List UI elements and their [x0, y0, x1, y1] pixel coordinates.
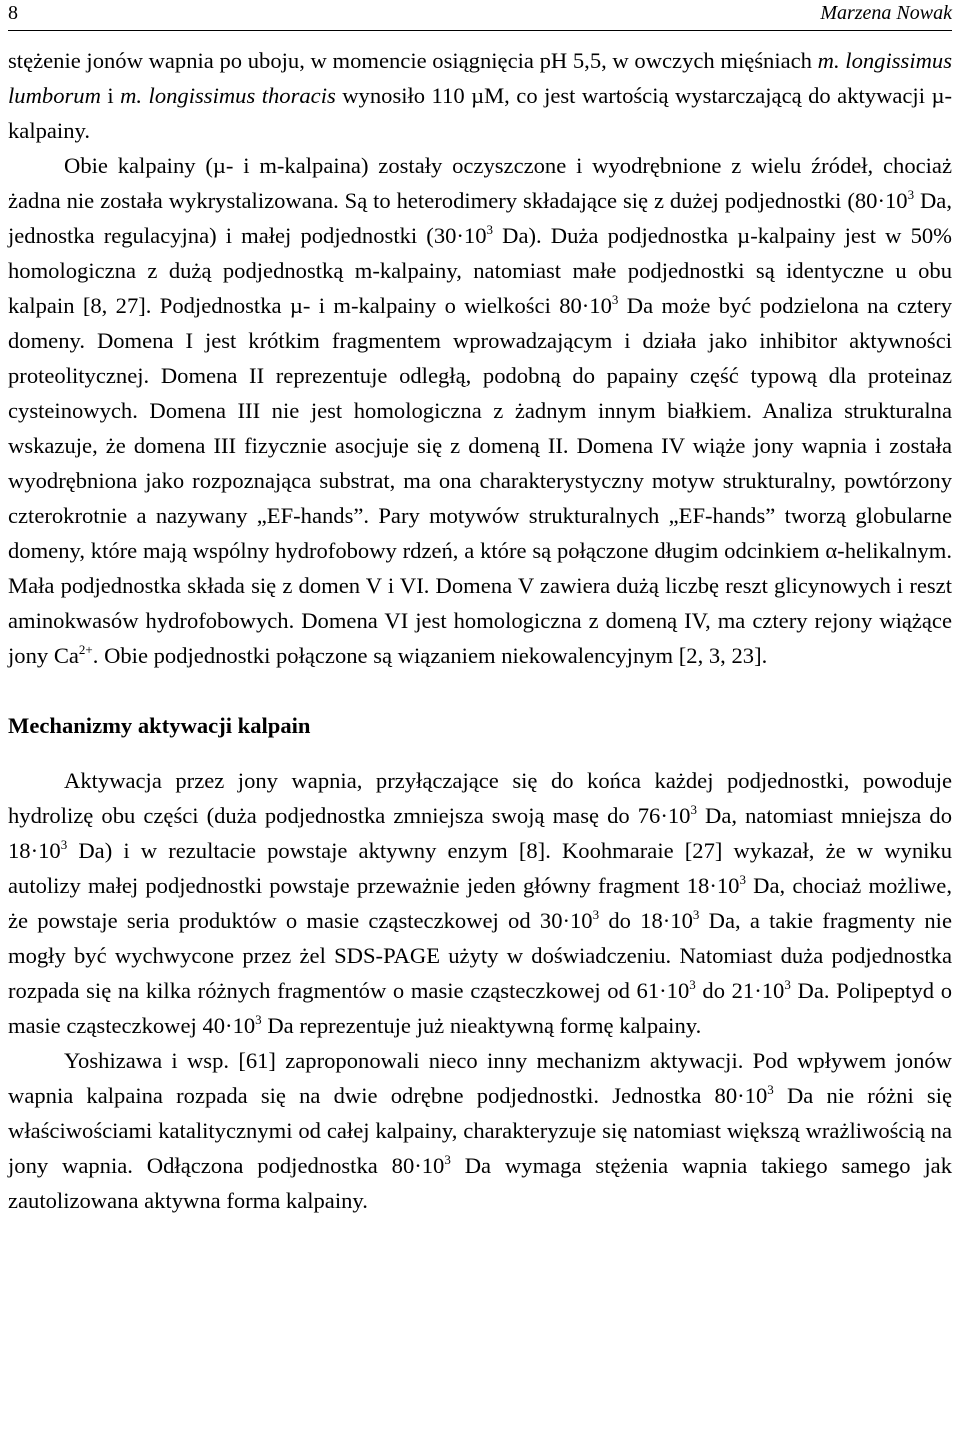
superscript: 3	[692, 907, 700, 922]
superscript: 3	[784, 977, 791, 992]
superscript: 2+	[78, 642, 93, 657]
text-run: do 21·10	[695, 978, 785, 1003]
running-header	[8, 2, 952, 31]
text-run: Da, chociaż możliwe, że powstaje seria produktów o masie cząsteczkowej od 30·10	[8, 873, 952, 933]
text-run: Da nie różni się właściwościami katalitycznymi od całej kalpainy, charakteryzuje się natomiast większą wrażliwością na jony wapnia. Odłączona podjednostka 80·10	[8, 1083, 953, 1178]
running-author: Marzena Nowak	[820, 2, 952, 24]
text-run: . Obie podjednostki połączone są wiązaniem niekowalencyjnym [2, 3, 23].	[92, 643, 768, 668]
text-run: stężenie jonów wapnia po uboju, w momencie osiągnięcia pH 5,5, w owczych mięśniach	[8, 48, 818, 73]
superscript: 3	[767, 1082, 774, 1097]
text-run: Yoshizawa i wsp. [61] zaproponowali nieco inny mechanizm aktywacji. Pod wpływem jonów wapnia kalpaina rozpada się na dwie odrębne podjednostki. Jednostka 80·10	[8, 1048, 952, 1108]
text-run: Da wymaga stężenia wapnia takiego samego jak zautolizowana aktywna forma kalpainy.	[8, 1153, 952, 1213]
text-run: Da reprezentuje już nieaktywną formę kalpainy.	[261, 1013, 702, 1038]
paragraph-4	[8, 1043, 952, 1218]
superscript: 3	[60, 837, 68, 852]
section-heading: Mechanizmy aktywacji kalpain	[8, 713, 311, 738]
text-run: Da, natomiast mniejsza do 18·10	[8, 803, 952, 863]
italic-term: m. longissimus thoracis	[120, 83, 336, 108]
text-run: Da, a takie fragmenty nie mogły być wychwycone przez żel SDS-PAGE użyty w doświadczeniu. Natomiast duża podjednostka rozpada się na kilka różnych fragmentów o masie cząsteczkowej od 61·10	[8, 908, 952, 1003]
page-body	[8, 43, 952, 1218]
text-run: Da). Duża podjednostka µ-kalpainy jest w 50% homologiczna z dużą podjednostką m-kalpainy, natomiast małe podjednostki są identyczne u obu kalpain [8, 27]. Podjednostka µ- i m-kalpainy o wielkości 80·10	[8, 223, 952, 318]
text-run: do 18·10	[599, 908, 693, 933]
superscript: 3	[486, 222, 494, 237]
page-number: 8	[8, 2, 18, 24]
text-run: Da) i w rezultacie powstaje aktywny enzym [8]. Koohmaraie [27] wykazał, że w wyniku autolizy małej podjednostki powstaje przeważnie jeden główny fragment 18·10	[8, 838, 952, 898]
paragraph-2	[8, 148, 952, 673]
superscript: 3	[690, 802, 697, 817]
superscript: 3	[907, 187, 915, 202]
text-run: Aktywacja przez jony wapnia, przyłączające się do końca każdej podjednostki, powoduje hydrolizę obu części (duża podjednostka zmniejsza swoją masę do 76·10	[8, 768, 952, 828]
superscript: 3	[255, 1012, 262, 1027]
superscript: 3	[592, 907, 600, 922]
superscript: 3	[444, 1152, 451, 1167]
text-run: Da, jednostka regulacyjna) i małej podjednostki (30·10	[8, 188, 952, 248]
text-run: i	[100, 83, 121, 108]
italic-term: m. longissimus lumborum	[8, 48, 953, 108]
text-run: Da może być podzielona na cztery domeny. Domena I jest krótkim fragmentem wprowadzającym i działa jako inhibitor aktywności proteolitycznej. Domena II reprezentuje odległą, podobną do papainy część typową dla proteinaz cysteinowych. Domena III nie jest homologiczna z żadnym innym białkiem. Analiza strukturalna wskazuje, że domena III fizycznie asocjuje się z domeną II. Domena IV wiąże jony wapnia i została wyodrębniona jako rozpoznająca substrat, ma ona charakterystyczny motyw strukturalny, powtórzony czterokrotnie a nazywany „EF-hands”. Pary motywów strukturalnych „EF-hands” tworzą globularne domeny, które mają wspólny hydrofobowy rdzeń, a które są połączone długim odcinkiem α-helikalnym. Mała podjednostka składa się z domen V i VI. Domena V zawiera dużą liczbę reszt glicynowych i reszt aminokwasów hydrofobowych. Domena VI jest homologiczna z domeną IV, ma cztery rejony wiążące jony Ca	[8, 293, 952, 668]
paragraph-3	[8, 763, 952, 1043]
superscript: 3	[689, 977, 696, 992]
superscript: 3	[739, 872, 746, 887]
text-run: Da. Polipeptyd o masie cząsteczkowej 40·10	[8, 978, 952, 1038]
text-run: wynosiło 110 µM, co jest wartością wystarczającą do aktywacji µ-kalpainy.	[8, 83, 952, 143]
paragraph-1	[8, 43, 952, 148]
superscript: 3	[611, 292, 619, 307]
text-run: Obie kalpainy (µ- i m-kalpaina) zostały oczyszczone i wyodrębnione z wielu źródeł, chociaż żadna nie została wykrystalizowana. Są to heterodimery składające się z dużej podjednostki (80·10	[8, 153, 952, 213]
